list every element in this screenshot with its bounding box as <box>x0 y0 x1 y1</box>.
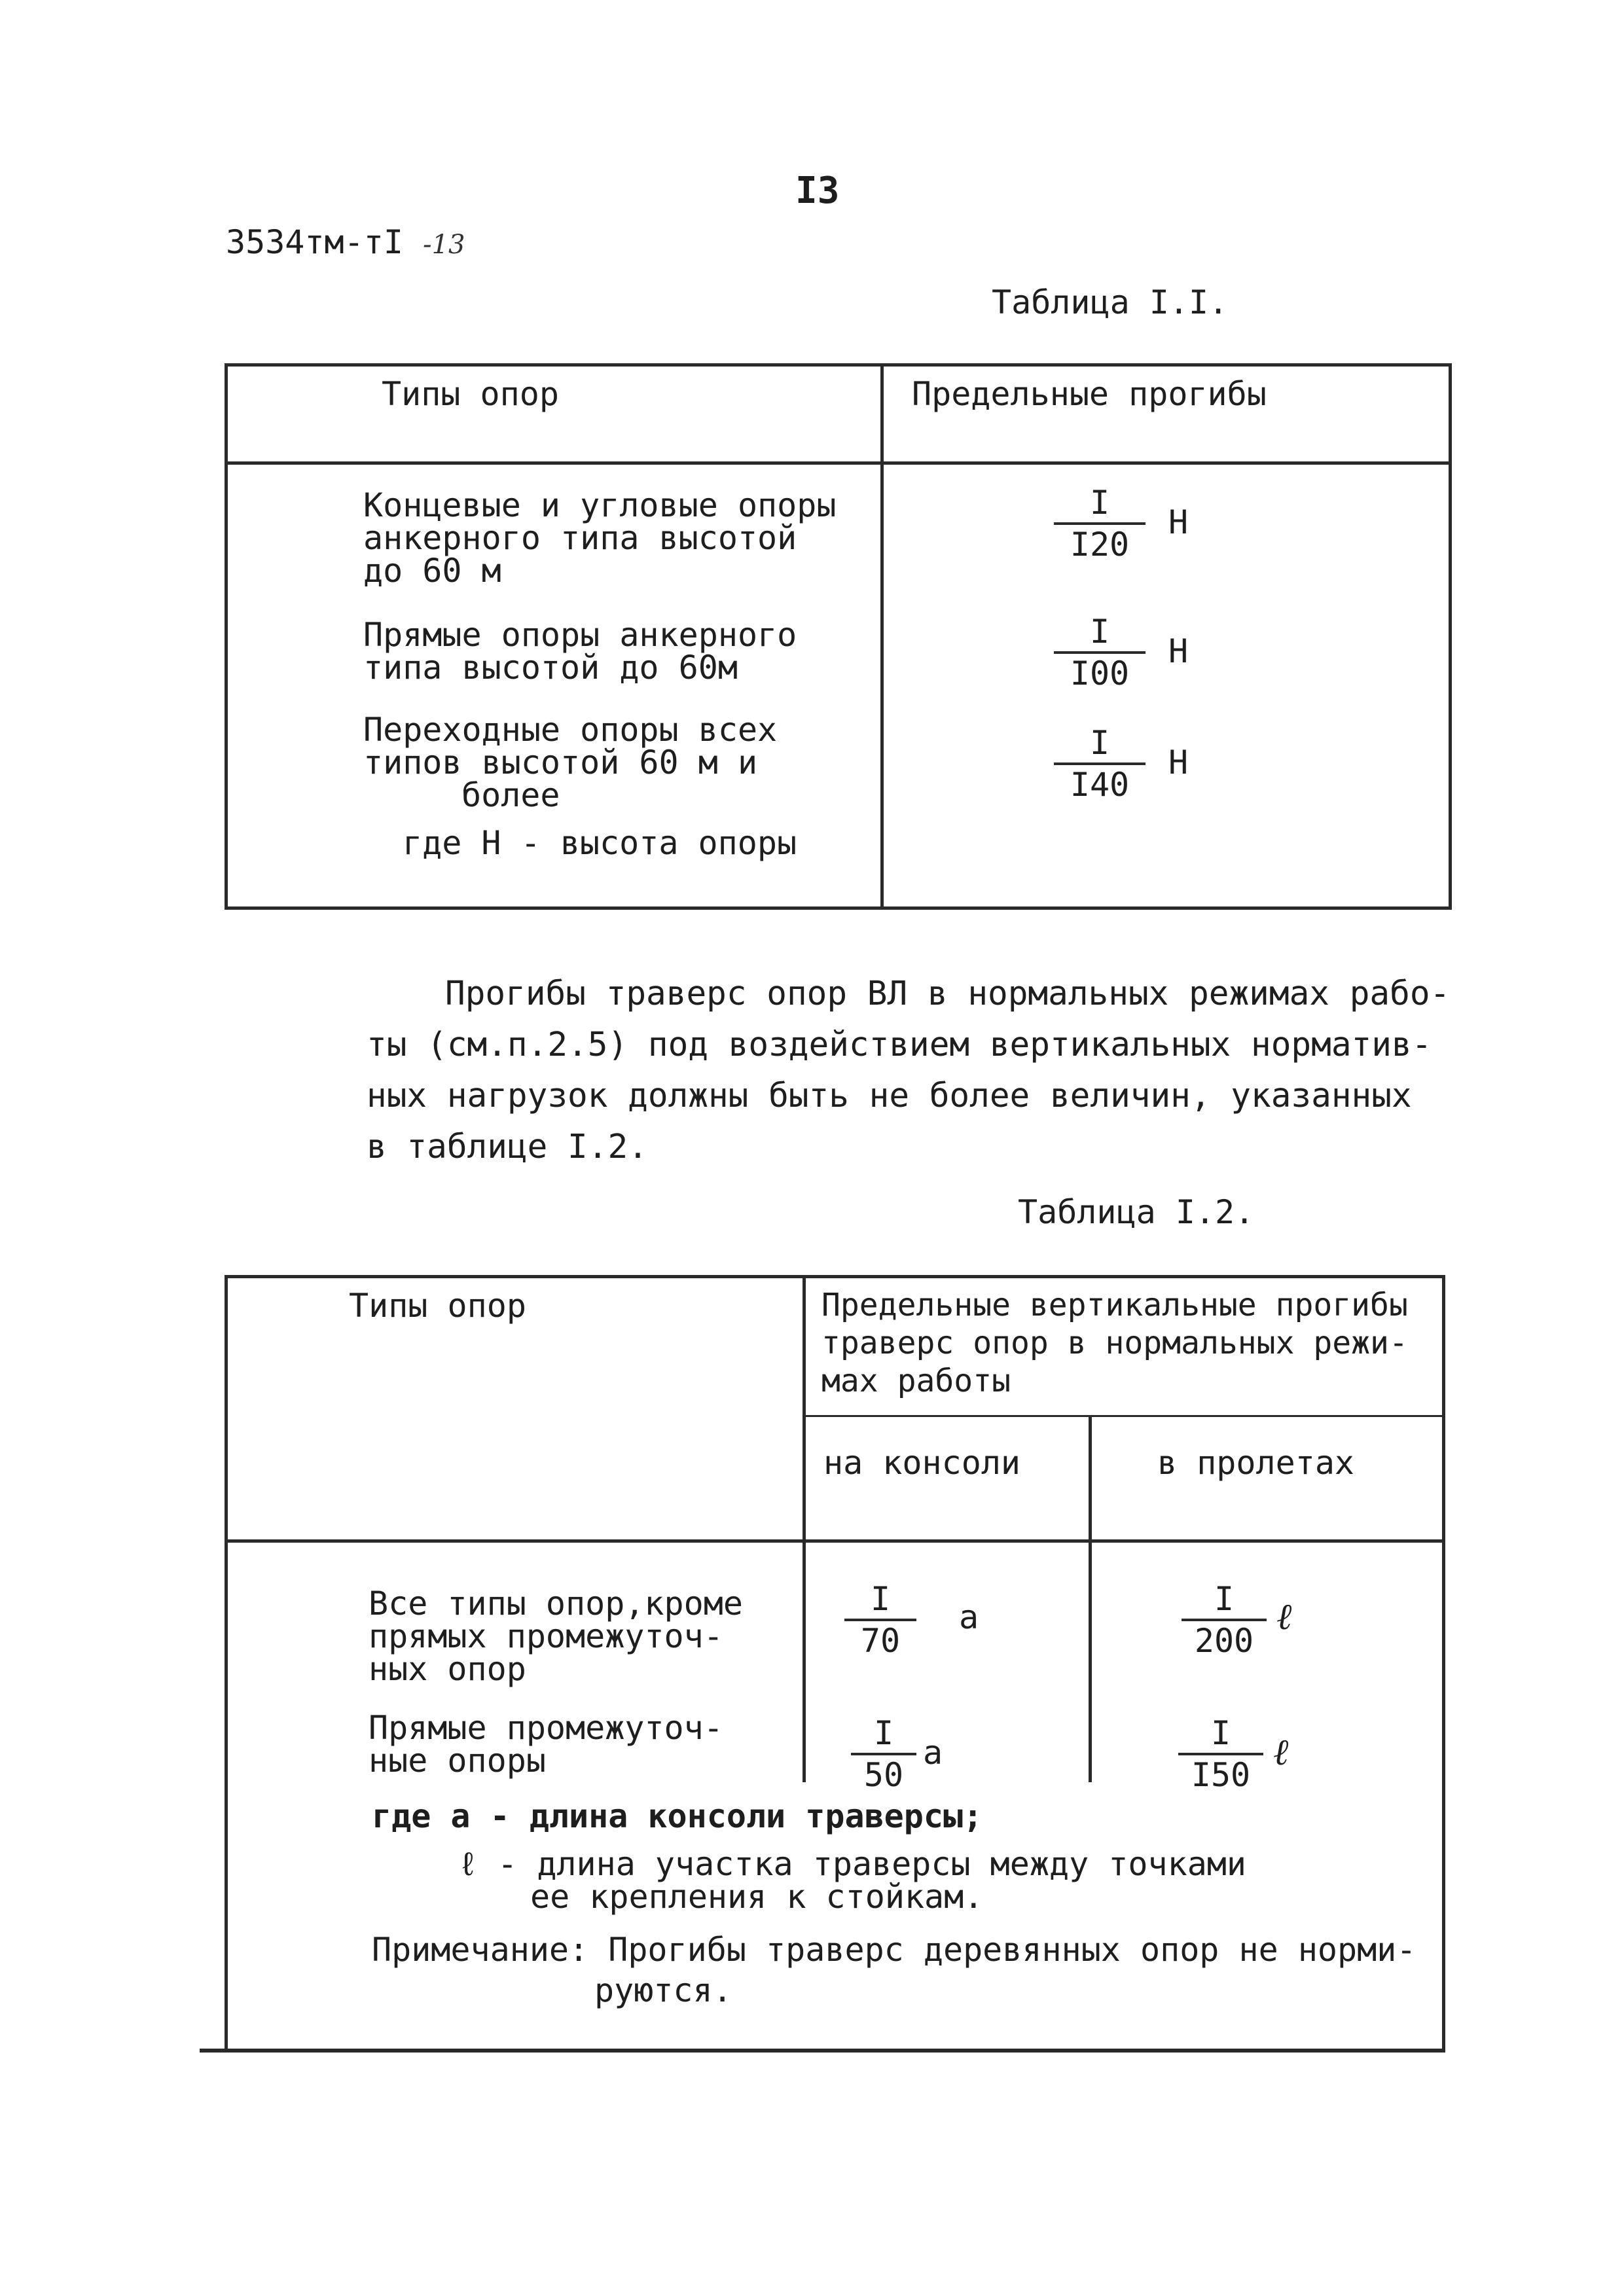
table1-caption: Таблица I.I. <box>992 283 1229 321</box>
table1-border-bottom <box>225 906 1452 910</box>
table1-header-divider <box>225 461 1452 465</box>
fraction-numerator: I <box>1210 1714 1231 1752</box>
fraction-numerator: I <box>873 1714 894 1752</box>
table2-header-group <box>821 1286 1408 1400</box>
table2-subheader-divider <box>805 1415 1445 1417</box>
table2-row1-line1: Все типы опор,кроме <box>369 1585 743 1623</box>
table1-row2-line1: Прямые опоры анкерного <box>363 616 797 654</box>
table2-row2-console-fraction <box>844 1715 923 1793</box>
table1-row3-line1: Переходные опоры всех <box>363 711 778 749</box>
table1-row1-fraction <box>1047 484 1152 563</box>
table2-row2-description <box>369 1709 723 1780</box>
table2-row1-line2: прямых промежуточ- <box>369 1617 723 1655</box>
table2-subheader-console: на консоли <box>823 1444 1021 1482</box>
table1-border-top <box>225 363 1452 367</box>
table2-border-left <box>225 1275 228 2051</box>
fraction-numerator: I <box>1214 1580 1235 1618</box>
table1-row1-line2: анкерного типа высотой <box>363 519 797 557</box>
table1-row1-line3: до 60 м <box>363 552 501 590</box>
fraction-denominator: 200 <box>1194 1622 1254 1660</box>
table1-row1-line1: Концевые и угловые опоры <box>363 486 837 524</box>
paragraph-line-4: в таблице I.2. <box>367 1128 648 1166</box>
table2-row2-line1: Прямые промежуточ- <box>369 1709 723 1747</box>
table2-row2-console-variable: а <box>923 1734 943 1772</box>
table2-header-types: Типы опор <box>349 1287 526 1325</box>
table1-column-divider <box>880 363 884 910</box>
table2-note-l: ℓ - длина участка траверсы между точками <box>458 1845 1247 1883</box>
fraction-denominator: I20 <box>1070 526 1130 564</box>
table1-row2-fraction <box>1047 613 1152 692</box>
table2-border-right <box>1442 1275 1445 2051</box>
table1-row1-variable: Н <box>1168 503 1189 541</box>
fraction-denominator: I00 <box>1070 655 1130 692</box>
table2-row1-console-fraction <box>838 1581 923 1659</box>
table1-border-right <box>1449 363 1452 910</box>
table2-row1-console-variable: а <box>959 1598 979 1636</box>
fraction-bar <box>1054 762 1146 765</box>
handwritten-reference: -13 <box>423 230 465 260</box>
table2-column-divider-2 <box>1089 1415 1092 1782</box>
table2-header-group-line1: Предельные вертикальные прогибы <box>821 1287 1408 1323</box>
table2-row1-line3: ных опор <box>369 1650 526 1688</box>
table2-header-group-line3: мах работы <box>821 1363 1011 1399</box>
table1-row2-description <box>363 616 797 687</box>
fraction-denominator: I40 <box>1070 766 1130 804</box>
page-number: I3 <box>795 170 840 212</box>
table2-row2-line2: ные опоры <box>369 1742 546 1780</box>
document-code <box>226 223 465 264</box>
table1-row3-line2: типов высотой 60 м и <box>363 744 758 781</box>
table1-header-limits: Предельные прогибы <box>912 375 1267 413</box>
fraction-denominator: 50 <box>863 1756 904 1794</box>
table2-remark-line1: Примечание: Прогибы траверс деревянных опор не норми- <box>372 1931 1416 1969</box>
fraction-numerator: I <box>1089 613 1110 651</box>
table2-row1-description <box>369 1585 743 1688</box>
table1-row3-fraction <box>1047 725 1152 803</box>
paragraph-line-1: Прогибы траверс опор ВЛ в нормальных режимах рабо- <box>445 975 1451 1013</box>
fraction-bar <box>851 1753 916 1755</box>
fraction-bar <box>1054 522 1146 525</box>
fraction-bar <box>1182 1619 1267 1621</box>
table2-note-l-cont: ее крепления к стойкам. <box>530 1878 984 1916</box>
table1-row2-line2: типа высотой до 60м <box>363 649 738 687</box>
table1-header-types: Типы опор <box>382 375 559 413</box>
table2-row2-span-variable: ℓ <box>1273 1731 1289 1774</box>
table1-row3-variable: Н <box>1168 744 1189 781</box>
table2-header-divider <box>225 1539 1445 1543</box>
table2-subheader-span: в пролетах <box>1157 1444 1355 1482</box>
table1-row1-description <box>363 486 837 590</box>
table1-row2-variable: Н <box>1168 632 1189 670</box>
table1-row3-line3: более <box>461 776 560 814</box>
table2-column-divider-1 <box>803 1275 806 1782</box>
table2-row1-span-variable: ℓ <box>1276 1596 1292 1638</box>
fraction-denominator: I50 <box>1191 1756 1251 1794</box>
fraction-bar <box>844 1619 916 1621</box>
paragraph-line-2: ты (см.п.2.5) под воздействием вертикальных норматив- <box>367 1026 1432 1064</box>
table2-border-top <box>225 1275 1445 1278</box>
table2-remark-line2: руются. <box>594 1971 732 2009</box>
table1-note: где Н - высота опоры <box>403 824 797 862</box>
document-code-text: 3534тм-тI <box>226 223 403 261</box>
fraction-bar <box>1178 1753 1263 1755</box>
table2-row1-span-fraction <box>1175 1581 1273 1659</box>
table2-border-bottom <box>200 2049 1445 2053</box>
fraction-bar <box>1054 651 1146 654</box>
table2-header-group-line2: траверс опор в нормальных режи- <box>821 1325 1408 1361</box>
table2-note-a: где а - длина консоли траверсы; <box>372 1797 983 1835</box>
table2-caption: Таблица I.2. <box>1018 1193 1255 1231</box>
table1-row3-description <box>363 713 777 812</box>
fraction-numerator: I <box>870 1580 891 1618</box>
fraction-numerator: I <box>1089 724 1110 762</box>
fraction-numerator: I <box>1089 484 1110 522</box>
table1-border-left <box>225 363 228 910</box>
table2-row2-span-fraction <box>1172 1715 1270 1793</box>
paragraph-line-3: ных нагрузок должны быть не более величин, указанных <box>367 1077 1412 1115</box>
fraction-denominator: 70 <box>860 1622 901 1660</box>
table2-remark <box>372 1929 1416 2011</box>
